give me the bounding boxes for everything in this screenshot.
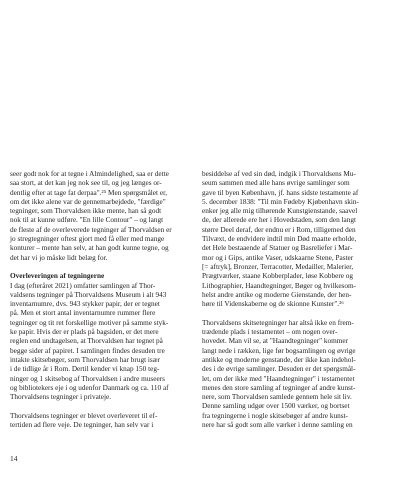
text-line: begge sider af papiret. I samlingen findes desuden tre — [10, 346, 165, 355]
text-line: inventarnumre, dvs. 943 stykker papir, der er tegnet — [10, 300, 160, 309]
text-line: Tilvæxt, de endvidere indtil min Død maatte erholde, — [202, 235, 357, 244]
left-column — [10, 170, 182, 430]
text-line: des i de øvrige samlinger. Desuden er det spørgsmål- — [202, 365, 356, 374]
text-line: 5. december 1838: "Til min Fødeby Kjøbenhavn skin- — [202, 197, 359, 206]
text-line: nere har så godt som alle værker i denne samling en — [202, 421, 353, 430]
section-heading: Overleveringen af tegningerne — [10, 272, 105, 281]
text-line: gave til byen København, jf. hans sidste testamente af — [202, 188, 359, 197]
text-line: Thorvaldsens tegninger er blevet overleveret til ef- — [10, 411, 158, 420]
text-line: enker jeg alle mig tilhørende Kunstgienstande, saavel — [202, 207, 358, 216]
text-line: de fleste af de overleverede tegninger af Thorvaldsen er — [10, 225, 172, 234]
text-line: større Deel deraf, der endnu er i Rom, tilligemed den — [202, 225, 356, 234]
text-line: Denne samling udgør over 1500 værker, og bortset — [202, 402, 350, 411]
text-line: [= aftryk], Bronzer, Terracotter, Medailler, Malerier, — [202, 262, 354, 271]
text-line: besiddelse af ved sin død, indgik i Thorvaldsens Mu- — [202, 170, 356, 178]
left-paragraph-3 — [10, 412, 182, 431]
text-line: helst andre antike og moderne Gienstande, der hen- — [202, 290, 352, 299]
text-line: høre til Videnskaberne og de skionne Kunster".²⁶ — [202, 300, 344, 309]
text-line: seum sammen med alle hans øvrige samlinger som — [202, 179, 350, 188]
right-paragraph-2 — [202, 319, 374, 431]
paragraph-gap — [202, 309, 374, 318]
text-line: tegninger og tit ret forskellige motiver på samme styk- — [10, 318, 169, 327]
text-line: saa stort, at det kan jeg nok see til, og jeg længes or- — [10, 179, 162, 188]
text-line: Prægtværker, staane Kobberplader, løse Kobbere og — [202, 272, 354, 281]
text-line: intakte skitsebøger, som Thorvaldsen har brugt især — [10, 355, 160, 364]
text-line: på. Men et stort antal inventarnumre rummer flere — [10, 309, 156, 318]
page-number: 14 — [10, 454, 18, 463]
text-line: hovedet. Man vil se, at "Haandtegninger" kommer — [202, 337, 349, 346]
text-line: mor og i Gips, antike Vaser, udskaarne Stene, Paster — [202, 253, 354, 262]
text-line: valdsens tegninger på Thorvaldsens Museum i alt 943 — [10, 290, 167, 299]
text-line: Lithographier, Haandtegninger, Bøger og hvilkesom- — [202, 281, 357, 290]
text-line: konturer – mente han selv, at han godt kunne tegne, og — [10, 244, 169, 253]
text-line: menes den store samling af tegninger af andre kunst- — [202, 383, 356, 392]
text-line: og bibliotekers eje i og udenfor Danmark og ca. 110 af — [10, 383, 169, 392]
text-line: langt nede i rækken, lige før bogsamlingen og øvrige — [202, 346, 356, 355]
text-line: dentlig efter at tage fat derpaa".²⁵ Men spørgsmålet er, — [10, 188, 168, 197]
text-line: antikke og moderne genstande, der ikke kan indehol- — [202, 355, 356, 364]
left-paragraph-2 — [10, 282, 182, 403]
text-line: Thorvaldsens tegninger i privateje. — [10, 393, 112, 402]
text-line: seer godt nok for at tegne i Almindelighed, saa er dette — [10, 170, 169, 178]
paragraph-gap — [10, 402, 182, 411]
text-line: let, om der ikke med "Haandtegninger" i testamentet — [202, 374, 355, 383]
text-line: fra tegningerne i nogle skitsebøger af andre kunst- — [202, 411, 348, 420]
text-line: nere, som Thorvaldsen samlede gennem hele sit liv. — [202, 393, 352, 402]
text-line: ninger og 1 skitsebog af Thorvaldsen i andre museers — [10, 374, 165, 383]
right-column — [202, 170, 374, 430]
text-line: tertiden ad flere veje. De tegninger, han selv var i — [10, 421, 154, 430]
text-line: reglen end undtagelsen, at Thorvaldsen har tegnet på — [10, 337, 163, 346]
text-line: trædende plads i testamentet – om nogen over- — [202, 328, 338, 337]
text-line: de, der allerede ere her i Hovedstaden, som den langt — [202, 216, 356, 225]
text-line: det har vi jo måske lidt belæg for. — [10, 253, 108, 262]
paragraph-gap — [10, 263, 182, 272]
text-line: i de tidlige år i Rom. Dertil kender vi knap 150 teg- — [10, 365, 160, 374]
text-line: I dag (efteråret 2021) omfatter samlingen af Thor- — [10, 281, 156, 290]
right-paragraph-1 — [202, 170, 374, 309]
text-line: jo stregtegninger oftest gjort med få eller med mange — [10, 235, 165, 244]
left-paragraph-1 — [10, 170, 182, 263]
text-line: om det ikke alene var de gennemarbejdede, "færdige" — [10, 197, 166, 206]
text-line: ke papir. Hvis der er plads på bagsiden, er det mere — [10, 328, 159, 337]
text-line: Thorvaldsens skitsetegninger har altså ikke en frem- — [202, 318, 354, 327]
text-line: tegninger, som Thorvaldsen ikke mente, han så godt — [10, 207, 162, 216]
text-line: nok til at kunne udføre. "En lille Contour" – og langt — [10, 216, 164, 225]
text-line: det Hele bestaaende af Statuer og Basreliefer i Mar- — [202, 244, 353, 253]
